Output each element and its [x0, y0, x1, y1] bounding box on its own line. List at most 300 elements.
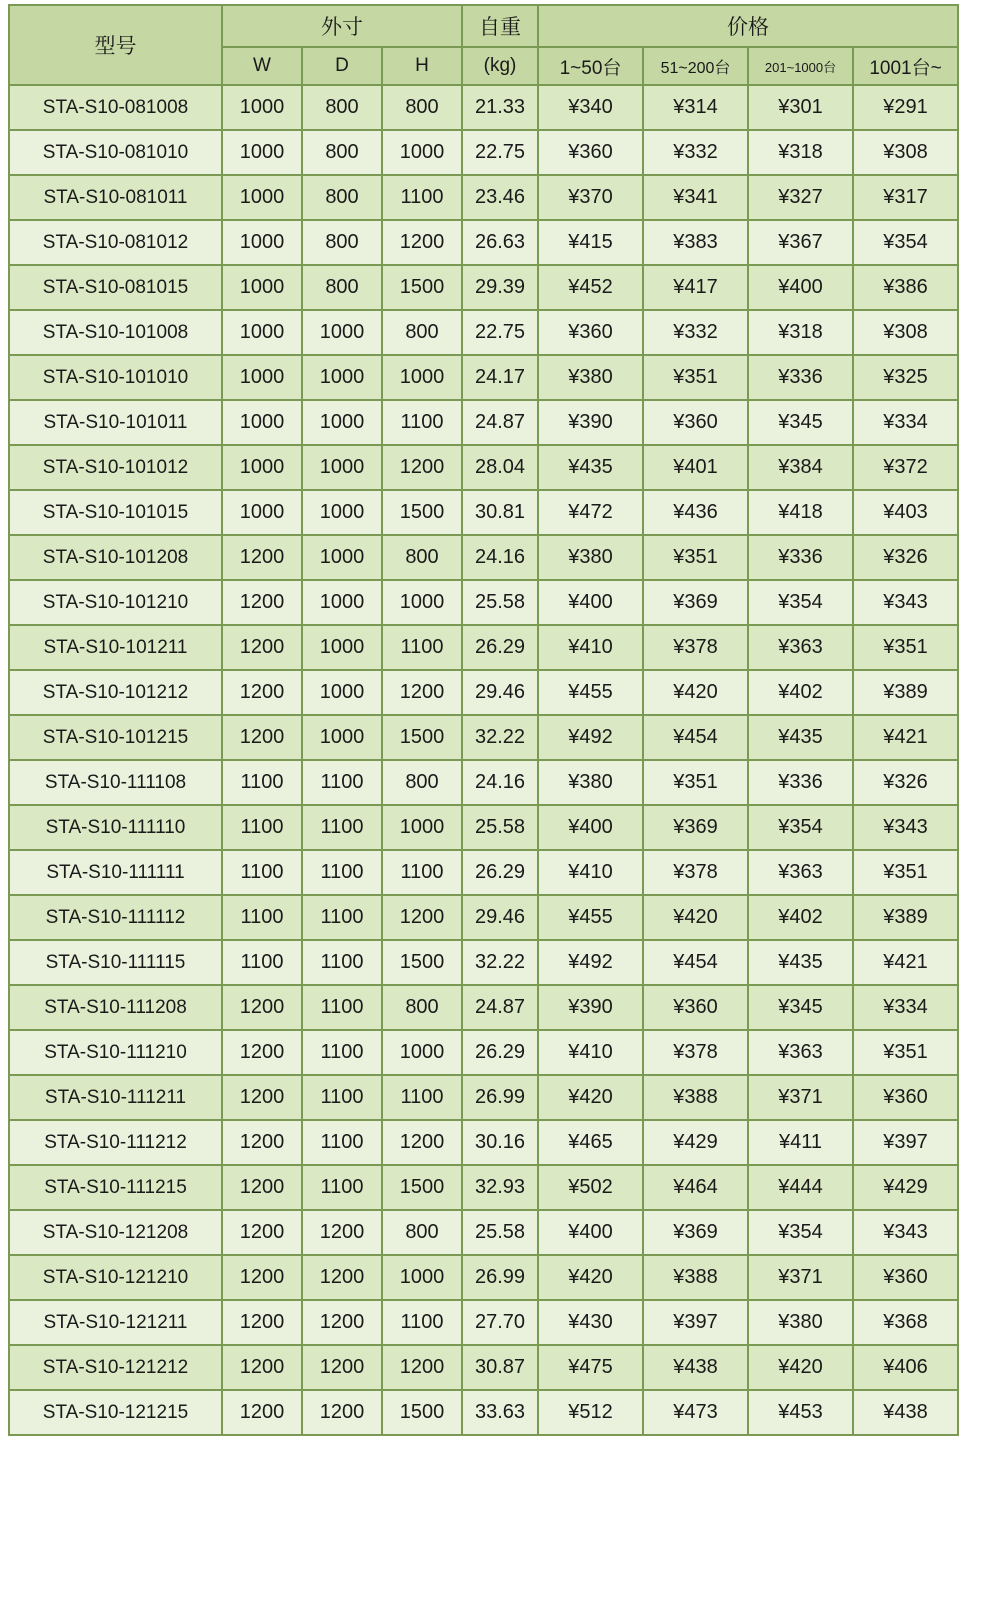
cell-weight: 30.87 [462, 1345, 538, 1390]
header-depth: D [302, 47, 382, 85]
cell-price-tier-3: ¥301 [748, 85, 853, 130]
cell-price-tier-2: ¥464 [643, 1165, 748, 1210]
cell-model: STA-S10-111110 [9, 805, 222, 850]
cell-weight: 26.99 [462, 1255, 538, 1300]
cell-depth: 1100 [302, 1075, 382, 1120]
cell-price-tier-2: ¥378 [643, 1030, 748, 1075]
cell-price-tier-1: ¥410 [538, 850, 643, 895]
table-row [9, 805, 958, 850]
cell-price-tier-4: ¥403 [853, 490, 958, 535]
cell-model: STA-S10-101212 [9, 670, 222, 715]
cell-price-tier-4: ¥429 [853, 1165, 958, 1210]
cell-price-tier-4: ¥334 [853, 985, 958, 1030]
cell-price-tier-1: ¥370 [538, 175, 643, 220]
cell-price-tier-3: ¥345 [748, 985, 853, 1030]
cell-model: STA-S10-081015 [9, 265, 222, 310]
cell-price-tier-3: ¥318 [748, 130, 853, 175]
cell-width: 1200 [222, 1390, 302, 1435]
cell-price-tier-4: ¥368 [853, 1300, 958, 1345]
cell-depth: 1000 [302, 625, 382, 670]
cell-depth: 1100 [302, 895, 382, 940]
cell-price-tier-1: ¥410 [538, 1030, 643, 1075]
cell-depth: 1100 [302, 1120, 382, 1165]
cell-depth: 800 [302, 220, 382, 265]
cell-price-tier-1: ¥380 [538, 760, 643, 805]
table-row [9, 670, 958, 715]
cell-depth: 1000 [302, 355, 382, 400]
cell-model: STA-S10-101208 [9, 535, 222, 580]
table-row [9, 85, 958, 130]
cell-model: STA-S10-101012 [9, 445, 222, 490]
cell-model: STA-S10-111210 [9, 1030, 222, 1075]
cell-width: 1200 [222, 1255, 302, 1300]
header-width: W [222, 47, 302, 85]
cell-depth: 1200 [302, 1300, 382, 1345]
cell-price-tier-1: ¥420 [538, 1075, 643, 1120]
header-height: H [382, 47, 462, 85]
cell-price-tier-2: ¥420 [643, 895, 748, 940]
cell-price-tier-3: ¥435 [748, 940, 853, 985]
cell-height: 1100 [382, 1075, 462, 1120]
cell-price-tier-3: ¥363 [748, 625, 853, 670]
cell-height: 1000 [382, 355, 462, 400]
table-row [9, 850, 958, 895]
cell-weight: 22.75 [462, 130, 538, 175]
table-row [9, 445, 958, 490]
cell-price-tier-2: ¥369 [643, 580, 748, 625]
cell-model: STA-S10-081011 [9, 175, 222, 220]
cell-depth: 1100 [302, 985, 382, 1030]
cell-width: 1200 [222, 535, 302, 580]
cell-model: STA-S10-111108 [9, 760, 222, 805]
header-price-tier-2: 51~200台 [643, 47, 748, 85]
cell-price-tier-2: ¥351 [643, 535, 748, 580]
cell-width: 1000 [222, 355, 302, 400]
cell-price-tier-2: ¥401 [643, 445, 748, 490]
cell-price-tier-2: ¥351 [643, 355, 748, 400]
cell-price-tier-4: ¥389 [853, 670, 958, 715]
cell-width: 1200 [222, 670, 302, 715]
cell-price-tier-3: ¥453 [748, 1390, 853, 1435]
cell-price-tier-3: ¥371 [748, 1255, 853, 1300]
cell-weight: 32.22 [462, 940, 538, 985]
cell-price-tier-4: ¥308 [853, 130, 958, 175]
cell-model: STA-S10-081008 [9, 85, 222, 130]
cell-weight: 30.16 [462, 1120, 538, 1165]
cell-price-tier-1: ¥512 [538, 1390, 643, 1435]
cell-width: 1000 [222, 445, 302, 490]
cell-price-tier-2: ¥436 [643, 490, 748, 535]
table-row [9, 220, 958, 265]
cell-model: STA-S10-121215 [9, 1390, 222, 1435]
cell-price-tier-3: ¥371 [748, 1075, 853, 1120]
cell-depth: 1200 [302, 1255, 382, 1300]
cell-height: 1100 [382, 175, 462, 220]
cell-model: STA-S10-111111 [9, 850, 222, 895]
cell-model: STA-S10-081012 [9, 220, 222, 265]
cell-price-tier-2: ¥429 [643, 1120, 748, 1165]
cell-model: STA-S10-121212 [9, 1345, 222, 1390]
table-row [9, 400, 958, 445]
cell-height: 800 [382, 310, 462, 355]
cell-weight: 25.58 [462, 805, 538, 850]
cell-price-tier-1: ¥435 [538, 445, 643, 490]
cell-price-tier-2: ¥332 [643, 130, 748, 175]
cell-price-tier-1: ¥452 [538, 265, 643, 310]
cell-weight: 24.87 [462, 985, 538, 1030]
cell-model: STA-S10-101211 [9, 625, 222, 670]
table-row [9, 1030, 958, 1075]
cell-depth: 1100 [302, 1165, 382, 1210]
cell-price-tier-1: ¥455 [538, 670, 643, 715]
cell-model: STA-S10-111115 [9, 940, 222, 985]
cell-price-tier-3: ¥336 [748, 535, 853, 580]
cell-price-tier-3: ¥402 [748, 895, 853, 940]
cell-price-tier-2: ¥383 [643, 220, 748, 265]
table-row [9, 1165, 958, 1210]
cell-width: 1100 [222, 895, 302, 940]
table-row [9, 985, 958, 1030]
cell-price-tier-3: ¥336 [748, 355, 853, 400]
cell-price-tier-3: ¥420 [748, 1345, 853, 1390]
cell-width: 1000 [222, 490, 302, 535]
cell-width: 1000 [222, 130, 302, 175]
cell-price-tier-1: ¥400 [538, 1210, 643, 1255]
cell-model: STA-S10-121210 [9, 1255, 222, 1300]
cell-price-tier-3: ¥380 [748, 1300, 853, 1345]
cell-height: 1500 [382, 715, 462, 760]
cell-height: 800 [382, 85, 462, 130]
cell-price-tier-4: ¥351 [853, 625, 958, 670]
cell-model: STA-S10-081010 [9, 130, 222, 175]
cell-price-tier-1: ¥492 [538, 940, 643, 985]
cell-weight: 30.81 [462, 490, 538, 535]
cell-height: 1500 [382, 1390, 462, 1435]
cell-price-tier-1: ¥465 [538, 1120, 643, 1165]
cell-model: STA-S10-101011 [9, 400, 222, 445]
table-row [9, 310, 958, 355]
cell-price-tier-4: ¥397 [853, 1120, 958, 1165]
header-price: 价格 [538, 5, 958, 47]
cell-price-tier-3: ¥435 [748, 715, 853, 760]
cell-price-tier-3: ¥354 [748, 1210, 853, 1255]
cell-depth: 1000 [302, 400, 382, 445]
header-price-tier-4: 1001台~ [853, 47, 958, 85]
table-row [9, 1345, 958, 1390]
cell-price-tier-1: ¥410 [538, 625, 643, 670]
cell-height: 800 [382, 535, 462, 580]
cell-depth: 1100 [302, 940, 382, 985]
cell-depth: 1200 [302, 1390, 382, 1435]
table-row [9, 355, 958, 400]
cell-model: STA-S10-111211 [9, 1075, 222, 1120]
cell-width: 1000 [222, 175, 302, 220]
cell-weight: 26.99 [462, 1075, 538, 1120]
header-weight-unit: (kg) [462, 47, 538, 85]
cell-price-tier-2: ¥473 [643, 1390, 748, 1435]
cell-price-tier-4: ¥317 [853, 175, 958, 220]
table-row [9, 940, 958, 985]
cell-price-tier-1: ¥415 [538, 220, 643, 265]
table-row [9, 1120, 958, 1165]
cell-depth: 800 [302, 130, 382, 175]
cell-price-tier-4: ¥406 [853, 1345, 958, 1390]
cell-price-tier-3: ¥444 [748, 1165, 853, 1210]
cell-price-tier-4: ¥360 [853, 1075, 958, 1120]
cell-price-tier-2: ¥360 [643, 985, 748, 1030]
table-row [9, 895, 958, 940]
table-row [9, 1300, 958, 1345]
table-row [9, 580, 958, 625]
table-row [9, 1075, 958, 1120]
cell-price-tier-3: ¥384 [748, 445, 853, 490]
cell-height: 1000 [382, 580, 462, 625]
cell-weight: 32.93 [462, 1165, 538, 1210]
cell-height: 1000 [382, 1255, 462, 1300]
table-body [9, 85, 958, 1435]
cell-price-tier-1: ¥390 [538, 400, 643, 445]
cell-price-tier-3: ¥318 [748, 310, 853, 355]
cell-width: 1200 [222, 625, 302, 670]
cell-price-tier-4: ¥343 [853, 580, 958, 625]
cell-depth: 1000 [302, 310, 382, 355]
cell-price-tier-2: ¥314 [643, 85, 748, 130]
cell-price-tier-4: ¥351 [853, 850, 958, 895]
cell-price-tier-4: ¥343 [853, 1210, 958, 1255]
cell-model: STA-S10-101010 [9, 355, 222, 400]
cell-model: STA-S10-111208 [9, 985, 222, 1030]
cell-price-tier-4: ¥308 [853, 310, 958, 355]
cell-depth: 1100 [302, 760, 382, 805]
cell-price-tier-4: ¥325 [853, 355, 958, 400]
cell-model: STA-S10-101008 [9, 310, 222, 355]
header-price-tier-1: 1~50台 [538, 47, 643, 85]
cell-weight: 22.75 [462, 310, 538, 355]
cell-price-tier-1: ¥455 [538, 895, 643, 940]
cell-price-tier-2: ¥378 [643, 850, 748, 895]
cell-price-tier-2: ¥378 [643, 625, 748, 670]
cell-height: 1500 [382, 490, 462, 535]
cell-price-tier-1: ¥430 [538, 1300, 643, 1345]
cell-width: 1200 [222, 1210, 302, 1255]
cell-price-tier-1: ¥390 [538, 985, 643, 1030]
cell-weight: 29.46 [462, 670, 538, 715]
table-row [9, 1210, 958, 1255]
cell-model: STA-S10-101210 [9, 580, 222, 625]
cell-price-tier-4: ¥389 [853, 895, 958, 940]
cell-weight: 26.29 [462, 850, 538, 895]
cell-depth: 1000 [302, 535, 382, 580]
cell-width: 1100 [222, 760, 302, 805]
cell-weight: 23.46 [462, 175, 538, 220]
cell-weight: 26.29 [462, 1030, 538, 1075]
cell-price-tier-3: ¥400 [748, 265, 853, 310]
cell-height: 1000 [382, 805, 462, 850]
cell-depth: 1000 [302, 670, 382, 715]
table-row [9, 1390, 958, 1435]
cell-price-tier-3: ¥354 [748, 580, 853, 625]
cell-price-tier-2: ¥341 [643, 175, 748, 220]
cell-model: STA-S10-101015 [9, 490, 222, 535]
cell-weight: 27.70 [462, 1300, 538, 1345]
cell-price-tier-2: ¥397 [643, 1300, 748, 1345]
cell-price-tier-3: ¥367 [748, 220, 853, 265]
cell-price-tier-3: ¥354 [748, 805, 853, 850]
cell-width: 1000 [222, 220, 302, 265]
cell-price-tier-3: ¥363 [748, 850, 853, 895]
cell-height: 1100 [382, 400, 462, 445]
cell-depth: 1000 [302, 715, 382, 760]
cell-price-tier-4: ¥334 [853, 400, 958, 445]
cell-price-tier-2: ¥438 [643, 1345, 748, 1390]
cell-width: 1200 [222, 1165, 302, 1210]
cell-depth: 800 [302, 175, 382, 220]
cell-width: 1000 [222, 310, 302, 355]
cell-weight: 29.39 [462, 265, 538, 310]
cell-price-tier-1: ¥400 [538, 580, 643, 625]
cell-price-tier-4: ¥326 [853, 535, 958, 580]
cell-width: 1200 [222, 1345, 302, 1390]
cell-weight: 32.22 [462, 715, 538, 760]
cell-width: 1200 [222, 1300, 302, 1345]
cell-height: 1200 [382, 1120, 462, 1165]
cell-price-tier-2: ¥454 [643, 940, 748, 985]
product-price-table [8, 4, 959, 1436]
cell-width: 1200 [222, 1120, 302, 1165]
cell-price-tier-2: ¥369 [643, 805, 748, 850]
cell-depth: 1100 [302, 1030, 382, 1075]
header-model: 型号 [9, 5, 222, 85]
cell-width: 1200 [222, 1075, 302, 1120]
cell-height: 1100 [382, 850, 462, 895]
header-weight: 自重 [462, 5, 538, 47]
cell-weight: 25.58 [462, 1210, 538, 1255]
cell-weight: 24.17 [462, 355, 538, 400]
cell-width: 1000 [222, 85, 302, 130]
cell-price-tier-1: ¥492 [538, 715, 643, 760]
table-header [9, 5, 958, 85]
cell-price-tier-2: ¥420 [643, 670, 748, 715]
table-row [9, 625, 958, 670]
cell-depth: 1200 [302, 1210, 382, 1255]
cell-height: 1500 [382, 1165, 462, 1210]
cell-price-tier-1: ¥475 [538, 1345, 643, 1390]
table-row [9, 490, 958, 535]
cell-price-tier-2: ¥454 [643, 715, 748, 760]
cell-height: 1200 [382, 895, 462, 940]
cell-width: 1000 [222, 400, 302, 445]
cell-price-tier-3: ¥402 [748, 670, 853, 715]
cell-height: 1500 [382, 265, 462, 310]
cell-height: 1100 [382, 1300, 462, 1345]
cell-price-tier-2: ¥332 [643, 310, 748, 355]
cell-price-tier-4: ¥343 [853, 805, 958, 850]
cell-price-tier-2: ¥388 [643, 1255, 748, 1300]
cell-price-tier-1: ¥420 [538, 1255, 643, 1300]
cell-weight: 21.33 [462, 85, 538, 130]
cell-weight: 24.16 [462, 760, 538, 805]
cell-price-tier-4: ¥438 [853, 1390, 958, 1435]
cell-height: 1200 [382, 220, 462, 265]
cell-weight: 33.63 [462, 1390, 538, 1435]
table-row [9, 535, 958, 580]
cell-price-tier-4: ¥291 [853, 85, 958, 130]
cell-model: STA-S10-111215 [9, 1165, 222, 1210]
cell-weight: 24.87 [462, 400, 538, 445]
header-dimensions: 外寸 [222, 5, 462, 47]
cell-price-tier-3: ¥363 [748, 1030, 853, 1075]
table-row [9, 1255, 958, 1300]
cell-price-tier-4: ¥421 [853, 715, 958, 760]
cell-height: 1500 [382, 940, 462, 985]
cell-depth: 1100 [302, 805, 382, 850]
cell-height: 1200 [382, 445, 462, 490]
cell-width: 1200 [222, 1030, 302, 1075]
cell-height: 800 [382, 985, 462, 1030]
cell-model: STA-S10-101215 [9, 715, 222, 760]
cell-width: 1200 [222, 985, 302, 1030]
cell-model: STA-S10-111112 [9, 895, 222, 940]
cell-depth: 800 [302, 265, 382, 310]
table-row [9, 265, 958, 310]
cell-weight: 26.29 [462, 625, 538, 670]
cell-price-tier-4: ¥386 [853, 265, 958, 310]
cell-width: 1100 [222, 805, 302, 850]
cell-height: 1000 [382, 1030, 462, 1075]
cell-price-tier-1: ¥472 [538, 490, 643, 535]
table-row [9, 715, 958, 760]
cell-price-tier-3: ¥418 [748, 490, 853, 535]
cell-price-tier-1: ¥340 [538, 85, 643, 130]
cell-depth: 800 [302, 85, 382, 130]
cell-price-tier-1: ¥360 [538, 130, 643, 175]
cell-weight: 26.63 [462, 220, 538, 265]
cell-price-tier-4: ¥372 [853, 445, 958, 490]
cell-width: 1100 [222, 850, 302, 895]
cell-price-tier-1: ¥400 [538, 805, 643, 850]
cell-price-tier-2: ¥360 [643, 400, 748, 445]
cell-width: 1200 [222, 580, 302, 625]
cell-weight: 25.58 [462, 580, 538, 625]
cell-height: 800 [382, 1210, 462, 1255]
cell-depth: 1000 [302, 580, 382, 625]
cell-price-tier-2: ¥417 [643, 265, 748, 310]
cell-weight: 28.04 [462, 445, 538, 490]
cell-width: 1200 [222, 715, 302, 760]
cell-model: STA-S10-121211 [9, 1300, 222, 1345]
cell-price-tier-3: ¥327 [748, 175, 853, 220]
cell-depth: 1100 [302, 850, 382, 895]
cell-price-tier-4: ¥326 [853, 760, 958, 805]
cell-price-tier-2: ¥388 [643, 1075, 748, 1120]
cell-price-tier-1: ¥380 [538, 535, 643, 580]
cell-height: 1000 [382, 130, 462, 175]
cell-height: 800 [382, 760, 462, 805]
cell-width: 1000 [222, 265, 302, 310]
cell-depth: 1000 [302, 445, 382, 490]
cell-width: 1100 [222, 940, 302, 985]
cell-price-tier-2: ¥369 [643, 1210, 748, 1255]
cell-price-tier-1: ¥360 [538, 310, 643, 355]
cell-weight: 24.16 [462, 535, 538, 580]
table-row [9, 760, 958, 805]
cell-price-tier-3: ¥345 [748, 400, 853, 445]
table-row [9, 175, 958, 220]
cell-price-tier-3: ¥411 [748, 1120, 853, 1165]
header-price-tier-3: 201~1000台 [748, 47, 853, 85]
cell-height: 1200 [382, 1345, 462, 1390]
cell-depth: 1200 [302, 1345, 382, 1390]
